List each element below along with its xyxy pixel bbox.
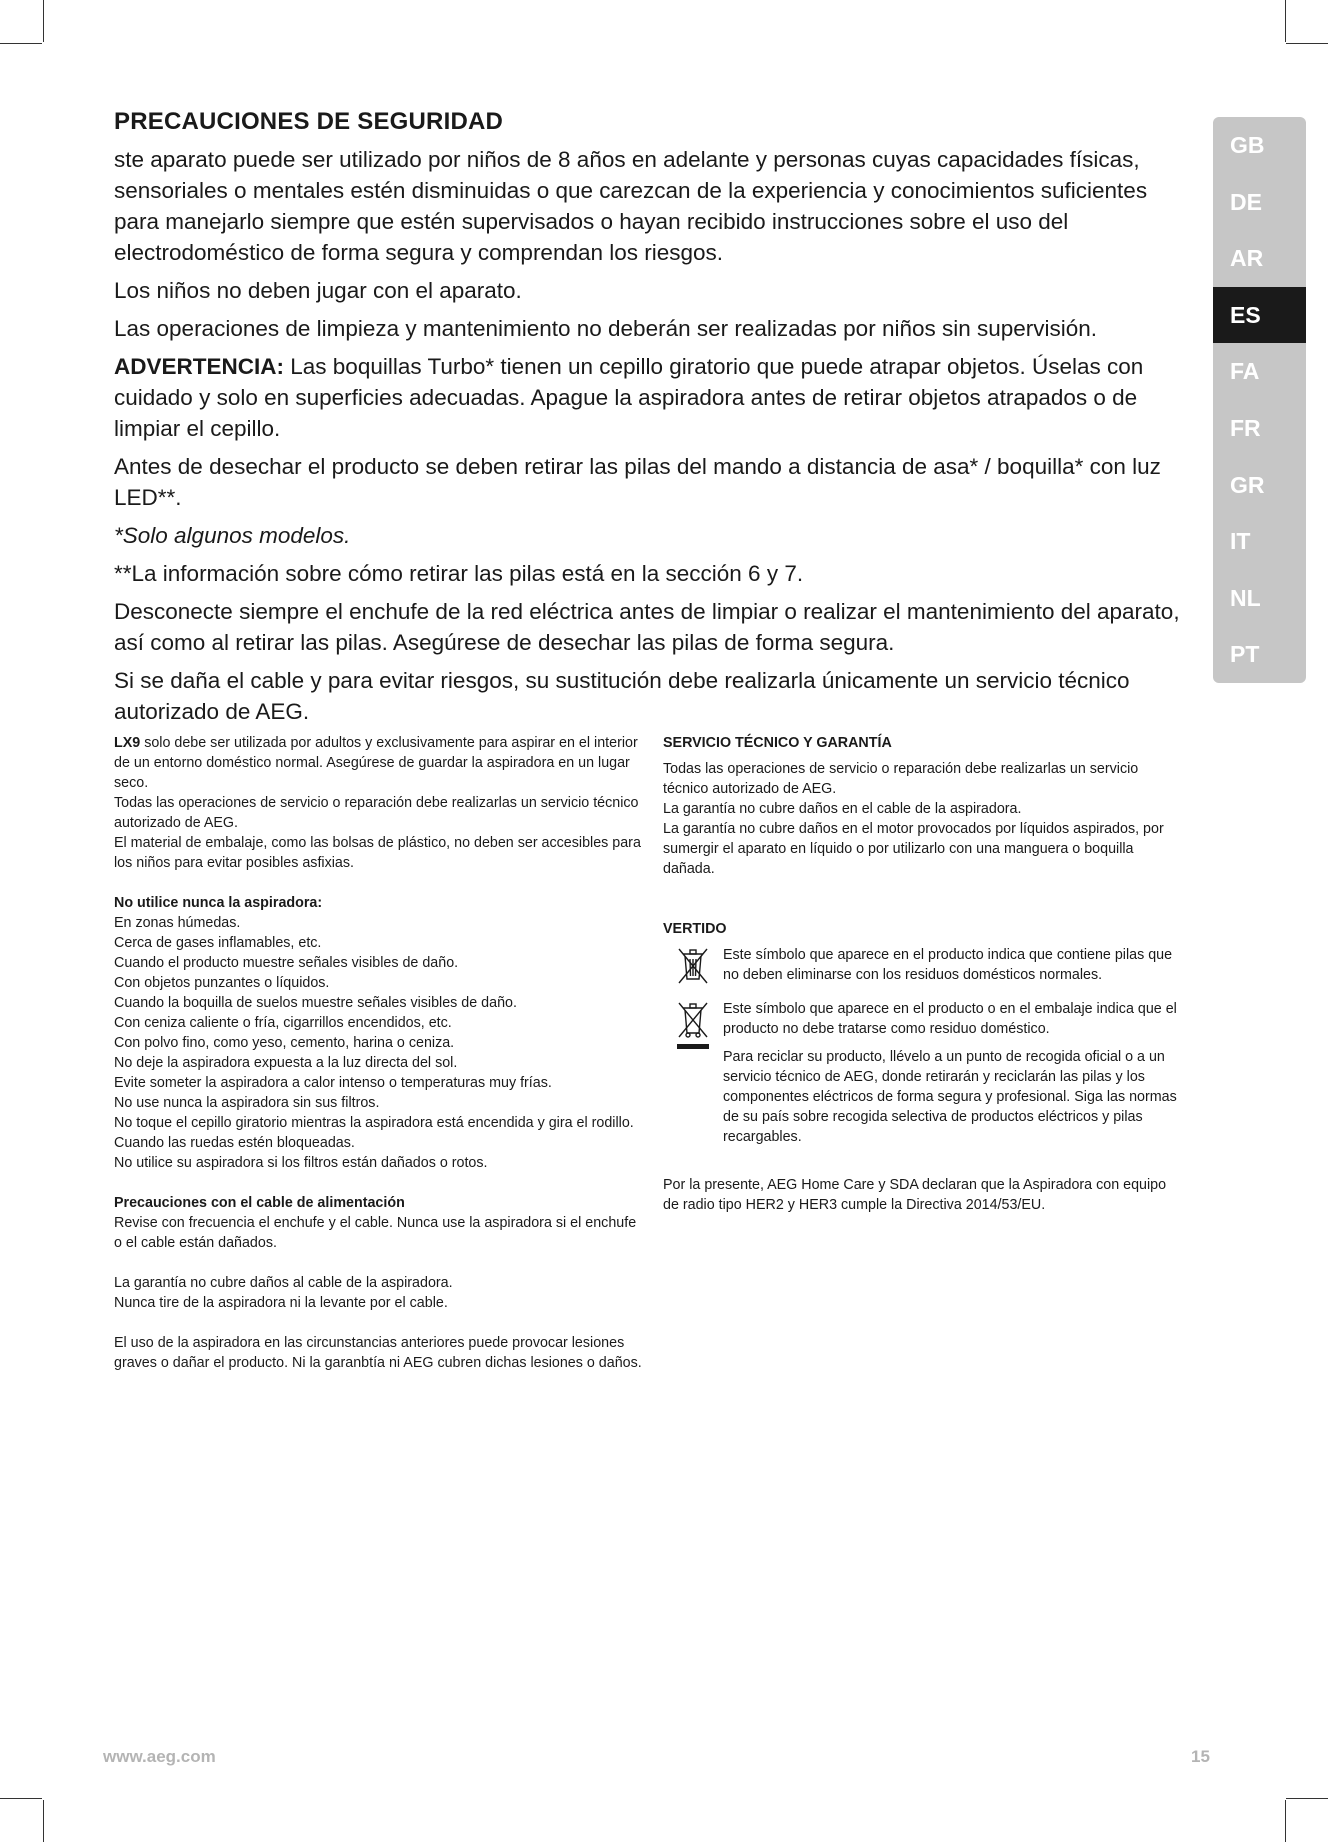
crop-mark: [43, 0, 44, 42]
tab-lang-ar[interactable]: AR: [1230, 245, 1264, 272]
disposal-text: Este símbolo que aparece en el producto indica que contiene pilas que no deben eliminarse con los residuos domésticos normales.: [723, 947, 1173, 983]
usage-column: [114, 733, 644, 1373]
safety-section: [114, 108, 1192, 734]
list-item: No utilice su aspiradora si los filtros están dañados o rotos.: [114, 1155, 488, 1171]
service-line: Todas las operaciones de servicio o reparación debe realizarlas un servicio técnico autorizado de AEG.: [663, 761, 1139, 797]
list-item: Cuando el producto muestre señales visibles de daño.: [114, 955, 459, 971]
crossed-bin-icon: [663, 945, 723, 993]
models-note: *Solo algunos modelos.: [114, 523, 351, 548]
crop-mark: [43, 1800, 44, 1842]
warranty-line: Nunca tire de la aspiradora ni la levante por el cable.: [114, 1295, 448, 1311]
language-tabs: [1213, 117, 1306, 683]
tab-lang-gr[interactable]: GR: [1230, 471, 1265, 498]
model-name: LX9: [114, 735, 141, 751]
crop-mark: [1286, 1798, 1328, 1799]
page-title: PRECAUCIONES DE SEGURIDAD: [114, 108, 504, 135]
never-use-heading: No utilice nunca la aspiradora:: [114, 895, 323, 911]
list-item: Con ceniza caliente o fría, cigarrillos encendidos, etc.: [114, 1015, 452, 1031]
cable-heading: Precauciones con el cable de alimentación: [114, 1195, 405, 1211]
list-item: No deje la aspiradora expuesta a la luz directa del sol.: [114, 1055, 458, 1071]
service-heading: SERVICIO TÉCNICO Y GARANTÍA: [663, 735, 892, 751]
list-item: Cuando las ruedas estén bloqueadas.: [114, 1135, 355, 1151]
list-item: No toque el cepillo giratorio mientras la aspiradora está encendida y gira el rodillo.: [114, 1115, 634, 1131]
disposal-heading: VERTIDO: [663, 921, 727, 937]
closing-paragraph: El uso de la aspiradora en las circunstancias anteriores puede provocar lesiones graves o dañar el producto. Ni la garanbtía ni AEG cubren dichas lesiones o daños.: [114, 1335, 642, 1371]
safety-paragraph: **La información sobre cómo retirar las pilas está en la sección 6 y 7.: [114, 561, 804, 586]
declaration: Por la presente, AEG Home Care y SDA declaran que la Aspiradora con equipo de radio tipo HER2 y HER3 cumple la Directiva 2014/53/EU.: [663, 1177, 1167, 1213]
warning-label: ADVERTENCIA:: [114, 354, 285, 379]
crop-mark: [0, 1798, 42, 1799]
footer-url[interactable]: www.aeg.com: [103, 1747, 216, 1766]
crop-mark: [0, 43, 42, 44]
warning-paragraph: [114, 351, 1192, 444]
cable-text: Revise con frecuencia el enchufe y el cable. Nunca use la aspiradora si el enchufe o el cable están dañados.: [114, 1215, 637, 1251]
crop-mark: [1285, 1800, 1286, 1842]
safety-paragraph: Antes de desechar el producto se deben retirar las pilas del mando a distancia de asa* / boquilla* con luz LED**.: [114, 454, 1161, 510]
tab-lang-it[interactable]: IT: [1230, 528, 1251, 555]
list-item: Con polvo fino, como yeso, cemento, harina o ceniza.: [114, 1035, 455, 1051]
list-item: En zonas húmedas.: [114, 915, 241, 931]
tab-lang-nl[interactable]: NL: [1230, 584, 1261, 611]
list-item: Con objetos punzantes o líquidos.: [114, 975, 330, 991]
list-item: Cerca de gases inflamables, etc.: [114, 935, 322, 951]
safety-paragraph: Si se daña el cable y para evitar riesgos, su sustitución debe realizarla únicamente un servicio técnico autorizado de AEG.: [114, 668, 1130, 724]
safety-paragraph: Los niños no deben jugar con el aparato.: [114, 278, 522, 303]
page-number: 15: [1191, 1747, 1210, 1766]
intro-text: solo debe ser utilizada por adultos y exclusivamente para aspirar en el interior de un entorno doméstico normal. Asegúrese de guardar la aspiradora en un lugar seco.: [114, 735, 638, 791]
list-item: Cuando la boquilla de suelos muestre señales visibles de daño.: [114, 995, 517, 1011]
warning-text: Las boquillas Turbo* tienen un cepillo giratorio que puede atrapar objetos. Úselas con cuidado y solo en superficies adecuadas. Apague la aspiradora antes de retirar objetos atrapados o de limpiar el cepillo.: [114, 354, 1144, 441]
disposal-row: [663, 999, 1183, 1155]
disposal-text: Este símbolo que aparece en el producto o en el embalaje indica que el producto no debe tratarse como residuo doméstico.: [723, 1001, 1177, 1037]
crossed-bin-bar-icon: [663, 999, 723, 1155]
service-line: La garantía no cubre daños en el cable de la aspiradora.: [663, 801, 1022, 817]
crop-mark: [1285, 0, 1286, 42]
tab-lang-pt[interactable]: PT: [1230, 641, 1260, 668]
safety-paragraph: Desconecte siempre el enchufe de la red eléctrica antes de limpiar o realizar el mantenimiento del aparato, así como al retirar las pilas. Asegúrese de desechar las pilas de forma segura.: [114, 599, 1180, 655]
intro-line: Todas las operaciones de servicio o reparación debe realizarlas un servicio técnico autorizado de AEG.: [114, 795, 639, 831]
tab-lang-fr[interactable]: FR: [1230, 414, 1261, 441]
list-item: No use nunca la aspiradora sin sus filtros.: [114, 1095, 380, 1111]
crop-mark: [1286, 43, 1328, 44]
service-line: La garantía no cubre daños en el motor provocados por líquidos aspirados, por sumergir el aparato en líquido o por utilizarlo con una manguera o boquilla dañada.: [663, 821, 1164, 877]
intro-paragraph: [114, 733, 644, 793]
safety-paragraph: ste aparato puede ser utilizado por niños de 8 años en adelante y personas cuyas capacidades físicas, sensoriales o mentales estén disminuidas o que carezcan de la experiencia y conocimientos suficientes para manejarlo siempre que estén supervisados o hayan recibido instrucciones sobre el uso del electrodoméstico de forma segura y comprendan los riesgos.: [114, 147, 1148, 265]
tab-lang-fa[interactable]: FA: [1230, 358, 1260, 385]
disposal-text: Para reciclar su producto, llévelo a un punto de recogida oficial o a un servicio técnico de AEG, donde retirarán y reciclarán las pilas y los componentes eléctricos de forma segura y profesional. Siga las normas de su país sobre recogida selectiva de productos eléctricos y pilas recargables.: [723, 1049, 1177, 1145]
safety-paragraph: Las operaciones de limpieza y mantenimiento no deberán ser realizadas por niños sin supervisión.: [114, 316, 1098, 341]
list-item: Evite someter la aspiradora a calor intenso o temperaturas muy frías.: [114, 1075, 552, 1091]
intro-line: El material de embalaje, como las bolsas de plástico, no deben ser accesibles para los niños para evitar posibles asfixias.: [114, 835, 641, 871]
tab-lang-de[interactable]: DE: [1230, 188, 1262, 215]
service-column: [663, 733, 1183, 1215]
warranty-line: La garantía no cubre daños al cable de la aspiradora.: [114, 1275, 453, 1291]
disposal-row: [663, 945, 1183, 993]
tab-lang-gb[interactable]: GB: [1230, 132, 1265, 158]
tab-lang-es[interactable]: ES: [1213, 287, 1306, 344]
